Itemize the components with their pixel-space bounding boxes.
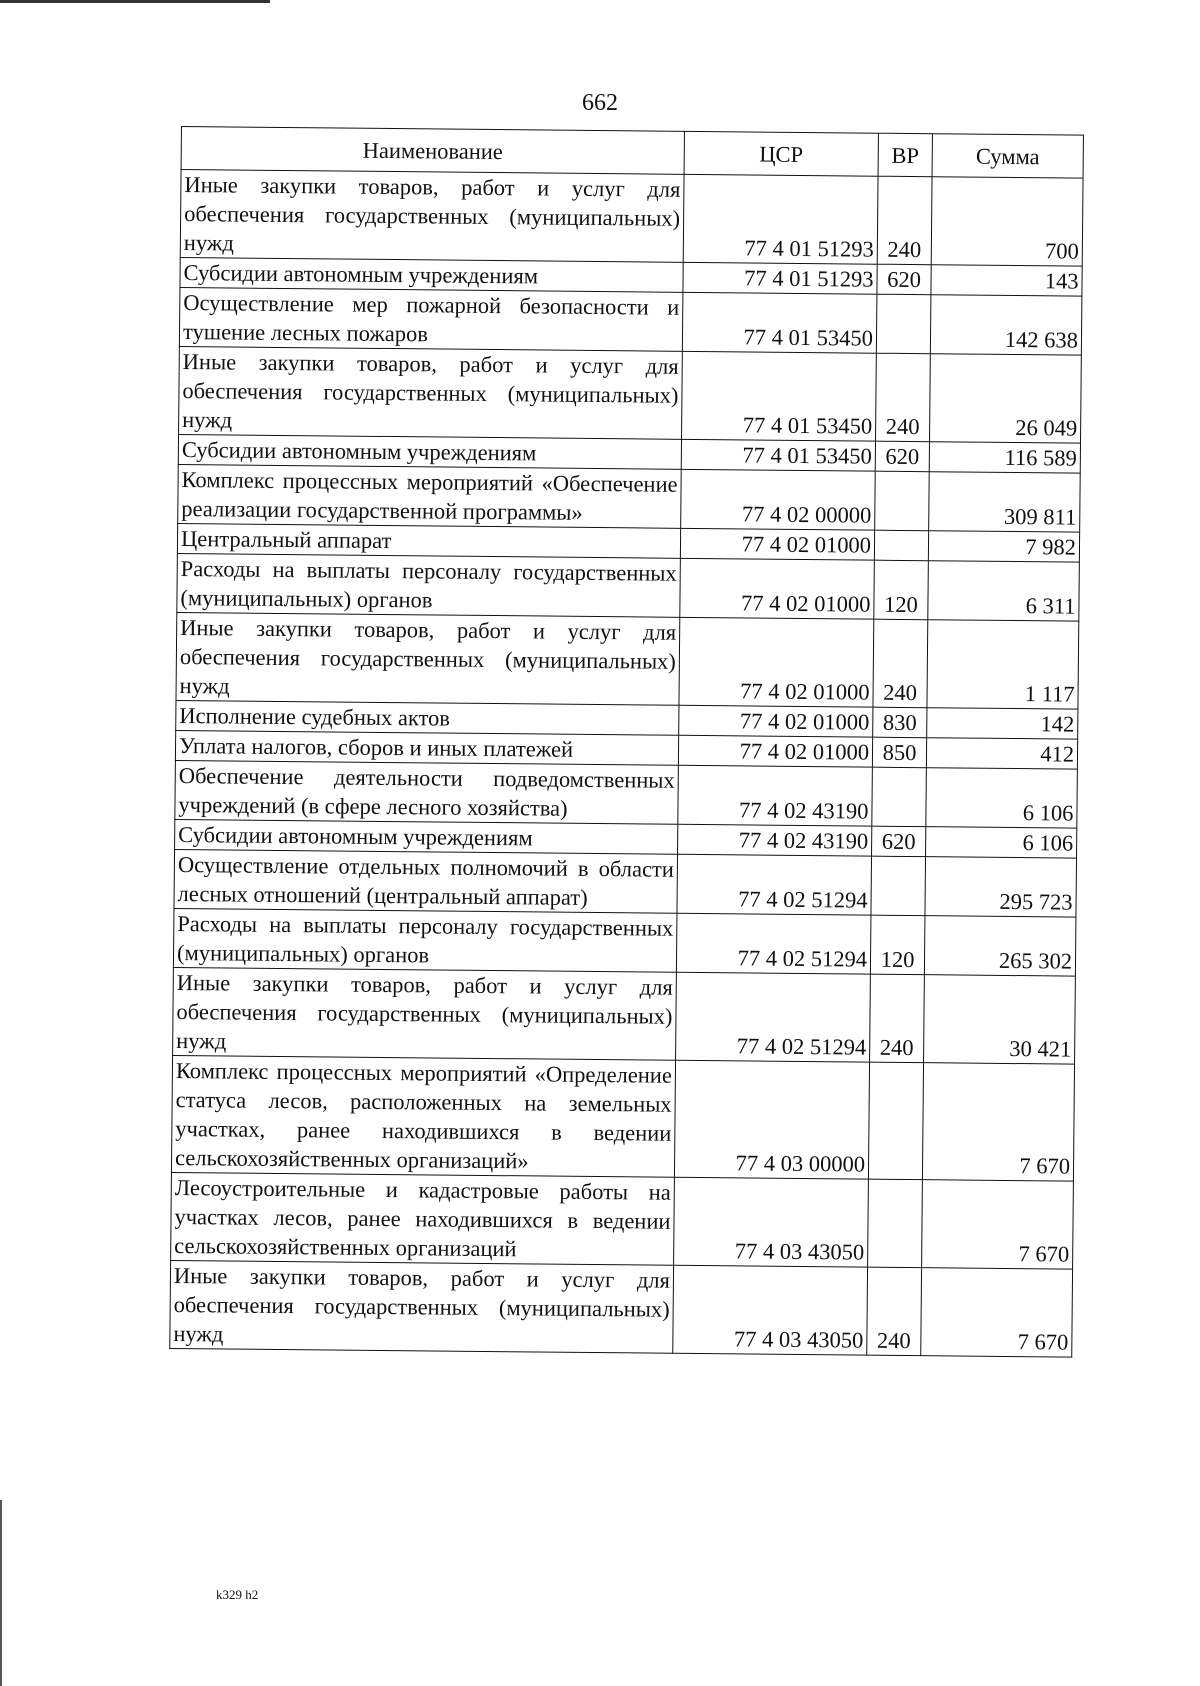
- table-row: [173, 967, 1076, 1064]
- row-sum: 26 049: [930, 354, 1082, 443]
- row-sum: 412: [926, 738, 1077, 769]
- row-sum: 1 117: [927, 620, 1079, 709]
- row-sum: 30 421: [924, 975, 1076, 1064]
- table-row: [178, 464, 1081, 532]
- row-csr: 77 4 01 51293: [683, 174, 878, 264]
- row-sum: 309 811: [929, 472, 1081, 532]
- row-name: Иные закупки товаров, работ и услуг для обеспечения государственных (муниципальных) нужд: [176, 612, 680, 705]
- row-vr: [868, 1062, 923, 1180]
- table-row: [173, 908, 1076, 976]
- row-sum: 7 982: [928, 531, 1079, 562]
- row-name: Иные закупки товаров, работ и услуг для обеспечения государственных (муниципальных) нужд: [173, 967, 677, 1060]
- row-csr: 77 4 02 43190: [678, 765, 873, 826]
- row-vr: [872, 767, 927, 827]
- row-csr: 77 4 02 01000: [679, 617, 874, 707]
- row-csr: 77 4 01 51293: [683, 262, 877, 294]
- row-name: Комплекс процессных мероприятий «Определение статуса лесов, расположенных на земельных участках, ранее находившихся в ведении сельскохозяйственных организаций»: [171, 1055, 675, 1177]
- row-vr: 620: [872, 826, 926, 857]
- page-number: 662: [582, 90, 618, 116]
- row-sum: 142 638: [930, 295, 1082, 355]
- row-csr: 77 4 01 53450: [682, 292, 877, 353]
- row-sum: 6 311: [928, 561, 1080, 621]
- row-csr: 77 4 03 00000: [674, 1060, 869, 1179]
- footer-code: k329 h2: [216, 1587, 259, 1602]
- header-vr: ВР: [878, 133, 932, 177]
- row-sum: 7 670: [922, 1180, 1074, 1269]
- scan-edge-mark: [0, 0, 270, 3]
- row-name: Обеспечение деятельности подведомственных учреждений (в сфере лесного хозяйства): [175, 760, 679, 824]
- row-name: Центральный аппарат: [177, 523, 680, 558]
- row-csr: 77 4 02 43190: [678, 824, 872, 856]
- row-name: Расходы на выплаты персоналу государственных (муниципальных) органов: [173, 908, 677, 972]
- table-row: [170, 1260, 1073, 1357]
- row-sum: 116 589: [929, 442, 1080, 473]
- row-name: Лесоустроительные и кадастровые работы на участках лесов, ранее находившихся в ведении сельскохозяйственных организаций: [171, 1172, 675, 1265]
- row-vr: 240: [873, 619, 928, 708]
- row-vr: 620: [877, 264, 931, 295]
- table-row: [177, 553, 1080, 621]
- row-csr: 77 4 02 01000: [679, 705, 873, 737]
- row-name: Субсидии автономным учреждениям: [175, 819, 678, 854]
- row-name: Исполнение судебных актов: [176, 700, 679, 735]
- header-csr: ЦСР: [684, 131, 878, 176]
- row-vr: [874, 530, 928, 561]
- row-csr: 77 4 02 51294: [677, 854, 872, 915]
- row-name: Осуществление мер пожарной безопасности и тушение лесных пожаров: [179, 287, 683, 351]
- row-vr: 620: [875, 441, 929, 472]
- row-name: Осуществление отдельных полномочий в области лесных отношений (центральный аппарат): [174, 849, 678, 913]
- row-name: Субсидии автономным учреждениям: [178, 434, 681, 469]
- row-sum: 295 723: [925, 857, 1077, 917]
- table-row: [171, 1055, 1074, 1181]
- table-row: [175, 760, 1078, 828]
- row-vr: 830: [873, 707, 927, 738]
- row-sum: 7 670: [921, 1268, 1073, 1357]
- table-row: [180, 170, 1083, 267]
- row-name: Иные закупки товаров, работ и услуг для обеспечения государственных (муниципальных) нужд: [179, 346, 683, 439]
- row-sum: 142: [927, 708, 1078, 739]
- row-csr: 77 4 01 53450: [681, 439, 875, 471]
- row-vr: 850: [872, 737, 926, 768]
- table-row: [171, 1172, 1074, 1269]
- row-vr: [868, 1179, 923, 1268]
- row-vr: 240: [876, 353, 931, 442]
- row-sum: 6 106: [926, 827, 1077, 858]
- row-vr: 240: [870, 974, 925, 1063]
- row-name: Иные закупки товаров, работ и услуг для обеспечения государственных (муниципальных) нужд: [170, 1260, 674, 1353]
- row-name: Комплекс процессных мероприятий «Обеспечение реализации государственной программы»: [178, 464, 682, 528]
- row-csr: 77 4 02 51294: [676, 913, 871, 974]
- table-row: [176, 612, 1079, 709]
- row-name: Расходы на выплаты персоналу государственных (муниципальных) органов: [177, 553, 681, 617]
- row-csr: 77 4 02 01000: [678, 735, 872, 767]
- budget-table: [169, 126, 1084, 1358]
- row-csr: 77 4 01 53450: [682, 351, 877, 441]
- row-sum: 6 106: [926, 768, 1078, 828]
- row-vr: [875, 471, 930, 531]
- table-row: [174, 849, 1077, 917]
- header-sum: Сумма: [932, 134, 1083, 178]
- row-csr: 77 4 02 01000: [680, 558, 875, 619]
- row-sum: 265 302: [924, 916, 1076, 976]
- row-vr: 240: [867, 1267, 922, 1356]
- row-sum: 143: [931, 265, 1082, 296]
- row-csr: 77 4 03 43050: [674, 1177, 869, 1267]
- row-sum: 7 670: [922, 1063, 1074, 1181]
- row-csr: 77 4 02 00000: [681, 469, 876, 530]
- row-vr: 120: [870, 915, 925, 975]
- row-name: Уплата налогов, сборов и иных платежей: [175, 730, 678, 765]
- row-vr: [871, 856, 926, 916]
- row-vr: 120: [874, 560, 929, 620]
- header-name: Наименование: [181, 127, 684, 175]
- row-name: Иные закупки товаров, работ и услуг для обеспечения государственных (муниципальных) нужд: [180, 170, 684, 263]
- table-row: [179, 287, 1082, 355]
- row-sum: 700: [931, 177, 1083, 266]
- row-name: Субсидии автономным учреждениям: [180, 257, 683, 292]
- row-csr: 77 4 02 51294: [676, 972, 871, 1062]
- row-vr: [876, 294, 931, 354]
- row-csr: 77 4 02 01000: [680, 528, 874, 560]
- row-vr: 240: [877, 176, 932, 265]
- row-csr: 77 4 03 43050: [673, 1265, 868, 1355]
- table-row: [179, 346, 1082, 443]
- scan-edge-mark-left: [0, 1500, 2, 1686]
